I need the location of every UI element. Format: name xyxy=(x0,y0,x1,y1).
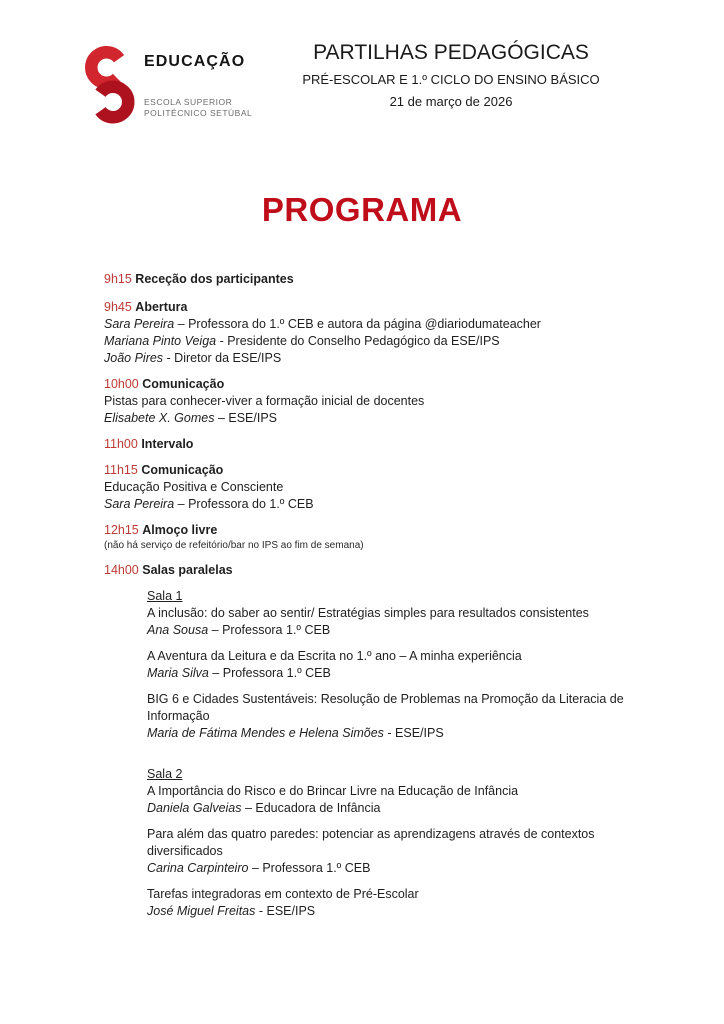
talk xyxy=(147,826,642,877)
speaker-line xyxy=(147,665,642,682)
talk-title: Tarefas integradoras em contexto de Pré-Escolar xyxy=(147,887,419,901)
entry-time: 10h00 xyxy=(104,377,139,391)
event-header xyxy=(295,40,607,110)
talk xyxy=(147,605,642,639)
talk-title: A Aventura da Leitura e da Escrita no 1.º ano – A minha experiência xyxy=(147,649,522,663)
speaker-role: – Professora do 1.º CEB xyxy=(174,497,314,511)
sala-title: Sala 2 xyxy=(147,767,183,781)
event-date: 21 de março de 2026 xyxy=(389,94,513,109)
speaker-name: Mariana Pinto Veiga xyxy=(104,334,217,348)
speaker-name: Maria de Fátima Mendes e Helena Simões xyxy=(147,726,384,740)
school-logo xyxy=(85,46,252,124)
speaker-line xyxy=(147,903,642,920)
speaker-line xyxy=(104,316,649,333)
talk-title: Para além das quatro paredes: potenciar as aprendizagens através de contextos diversificados xyxy=(147,827,595,858)
speaker-name: Carina Carpinteiro xyxy=(147,861,249,875)
topic-line: Pistas para conhecer-viver a formação inicial de docentes xyxy=(104,394,425,408)
entry-time: 14h00 xyxy=(104,563,139,577)
entry-title: Salas paralelas xyxy=(142,563,233,577)
schedule-entry xyxy=(104,436,649,453)
speaker-line xyxy=(104,496,649,513)
speaker-role: – Professora do 1.º CEB e autora da página @diariodumateacher xyxy=(174,317,541,331)
entry-title: Comunicação xyxy=(142,377,225,391)
speaker-role: – Professora 1.º CEB xyxy=(208,666,331,680)
program-title: PROGRAMA xyxy=(261,191,463,228)
talk-title: A Importância do Risco e do Brincar Livre na Educação de Infância xyxy=(147,784,519,798)
logo-subtitle-line1: ESCOLA SUPERIOR xyxy=(144,97,233,107)
speaker-role: – ESE/IPS xyxy=(214,411,277,425)
talk xyxy=(147,886,642,920)
speaker-name: Elisabete X. Gomes xyxy=(104,411,215,425)
speaker-line xyxy=(104,333,649,350)
talk-title: A inclusão: do saber ao sentir/ Estratégias simples para resultados consistentes xyxy=(147,606,589,620)
lunch-note: (não há serviço de refeitório/bar no IPS ao fim de semana) xyxy=(104,540,364,551)
sala-section xyxy=(147,588,642,742)
speaker-line xyxy=(104,350,649,367)
event-title: PARTILHAS PEDAGÓGICAS xyxy=(313,41,589,64)
event-subtitle: PRÉ-ESCOLAR E 1.º CICLO DO ENSINO BÁSICO xyxy=(302,72,600,87)
entry-time: 11h00 xyxy=(104,437,138,451)
speaker-name: Sara Pereira xyxy=(104,317,175,331)
speaker-line xyxy=(147,800,642,817)
sala-title: Sala 1 xyxy=(147,589,183,603)
schedule-entry xyxy=(104,376,649,427)
entry-time: 9h45 xyxy=(104,300,132,314)
speaker-role: – Professora 1.º CEB xyxy=(248,861,371,875)
speaker-name: Daniela Galveias xyxy=(147,801,242,815)
entry-time: 9h15 xyxy=(104,272,132,286)
entry-title: Comunicação xyxy=(141,463,224,477)
speaker-role: - Presidente do Conselho Pedagógico da ESE/IPS xyxy=(216,334,500,348)
schedule-entry xyxy=(104,299,649,367)
schedule-entry xyxy=(104,522,649,553)
speaker-role: – Professora 1.º CEB xyxy=(208,623,331,637)
logo-title: EDUCAÇÃO xyxy=(144,53,246,70)
talk xyxy=(147,783,642,817)
entry-title: Intervalo xyxy=(141,437,194,451)
speaker-role: - ESE/IPS xyxy=(255,904,316,918)
speaker-name: Sara Pereira xyxy=(104,497,175,511)
speaker-name: Ana Sousa xyxy=(147,623,209,637)
topic-line: Educação Positiva e Consciente xyxy=(104,480,284,494)
speaker-role: - ESE/IPS xyxy=(383,726,444,740)
speaker-line xyxy=(104,410,649,427)
salas-section xyxy=(147,588,642,920)
talk xyxy=(147,648,642,682)
school-logo-text xyxy=(144,46,252,124)
schedule-entry xyxy=(104,271,649,288)
entry-title: Receção dos participantes xyxy=(135,272,294,286)
schedule xyxy=(104,271,649,929)
talk xyxy=(147,691,642,742)
logo-subtitle-line2: POLITÉCNICO SETÚBAL xyxy=(144,108,253,118)
speaker-line xyxy=(147,622,642,639)
schedule-entry xyxy=(104,562,649,579)
speaker-role: – Educadora de Infância xyxy=(241,801,381,815)
speaker-line xyxy=(147,725,642,742)
school-logo-icon xyxy=(85,46,135,124)
speaker-role: - Diretor da ESE/IPS xyxy=(163,351,282,365)
sala-section xyxy=(147,766,642,920)
speaker-name: José Miguel Freitas xyxy=(147,904,256,918)
speaker-name: João Pires xyxy=(104,351,164,365)
speaker-name: Maria Silva xyxy=(147,666,209,680)
entry-title: Abertura xyxy=(135,300,188,314)
speaker-line xyxy=(147,860,642,877)
logo-subtitle xyxy=(144,97,252,119)
schedule-entry xyxy=(104,462,649,513)
entry-time: 12h15 xyxy=(104,523,139,537)
entry-time: 11h15 xyxy=(104,463,138,477)
entry-title: Almoço livre xyxy=(142,523,218,537)
talk-title: BIG 6 e Cidades Sustentáveis: Resolução de Problemas na Promoção da Literacia de Informação xyxy=(147,692,624,723)
